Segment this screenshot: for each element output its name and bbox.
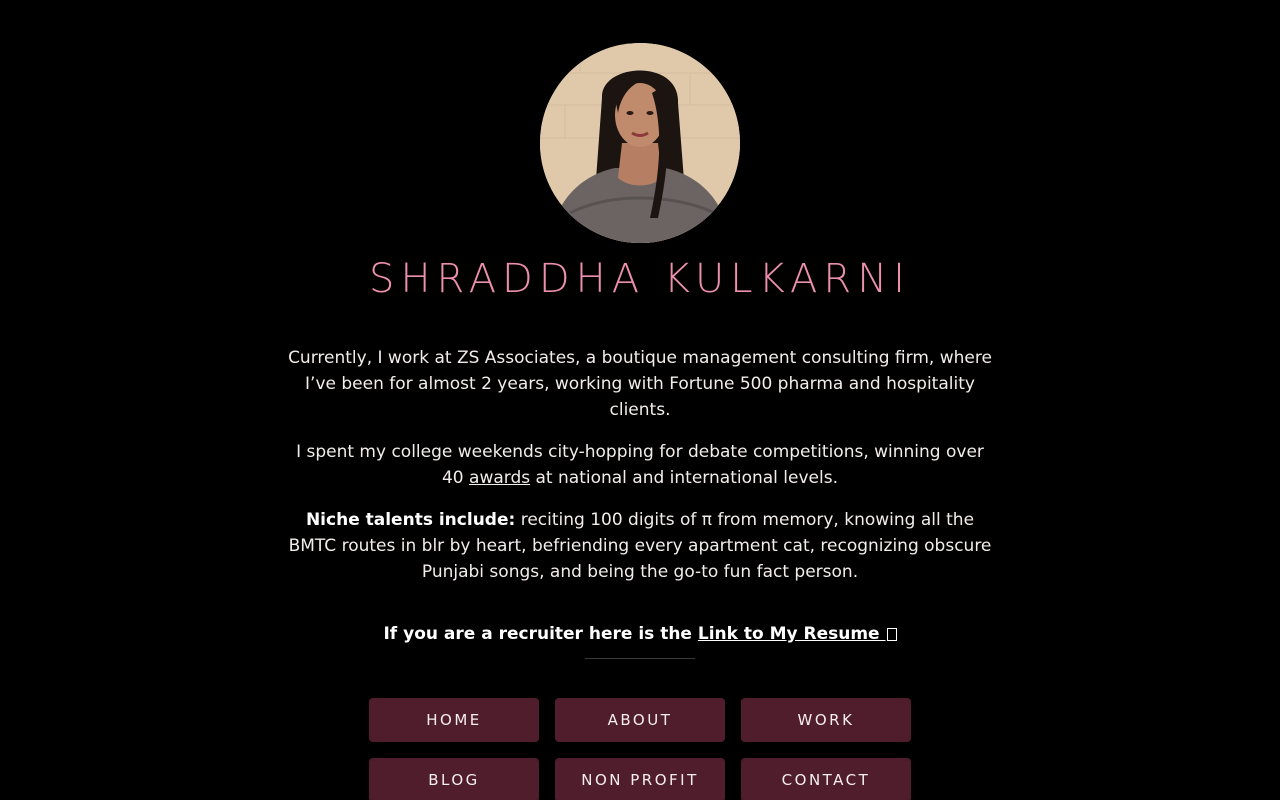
bio-paragraph-work: Currently, I work at ZS Associates, a boutique management consulting firm, where I’ve been for almost 2 years, working with Fortune 500 pharma and hospitality clients. <box>288 348 992 420</box>
resume-link[interactable] <box>698 624 897 644</box>
bio-paragraph-debate <box>285 439 995 491</box>
external-link-icon <box>887 628 897 641</box>
nav-work-button[interactable]: WORK <box>741 698 911 742</box>
profile-photo <box>540 43 740 243</box>
bio-debate-text-end: at national and international levels. <box>530 468 838 488</box>
resume-link-label: Link to My Resume <box>697 624 886 644</box>
recruiter-line <box>0 624 1280 644</box>
nav-contact-button[interactable]: CONTACT <box>741 758 911 800</box>
nav-about-button[interactable]: ABOUT <box>555 698 725 742</box>
nav-blog-button[interactable]: BLOG <box>369 758 539 800</box>
talents-heading: Niche talents include: <box>305 510 516 530</box>
profile-name: SHRADDHA KULKARNI <box>369 256 911 302</box>
nav-home-button[interactable]: HOME <box>369 698 539 742</box>
section-divider <box>585 658 695 659</box>
nav-nonprofit-button[interactable]: NON PROFIT <box>555 758 725 800</box>
bio-paragraph-talents <box>285 507 995 585</box>
bio-section <box>285 345 995 601</box>
talents-text: reciting 100 digits of π from memory, knowing all the BMTC routes in blr by heart, befriending every apartment cat, recognizing obscure Punjabi songs, and being the go-to fun fact person. <box>288 510 992 582</box>
profile-avatar <box>540 43 740 243</box>
recruiter-prefix: If you are a recruiter here is the <box>383 624 698 644</box>
awards-link[interactable]: awards <box>469 468 531 488</box>
bio-debate-text-start: I spent my college weekends city-hopping for debate competitions, winning over 40 <box>296 442 984 488</box>
